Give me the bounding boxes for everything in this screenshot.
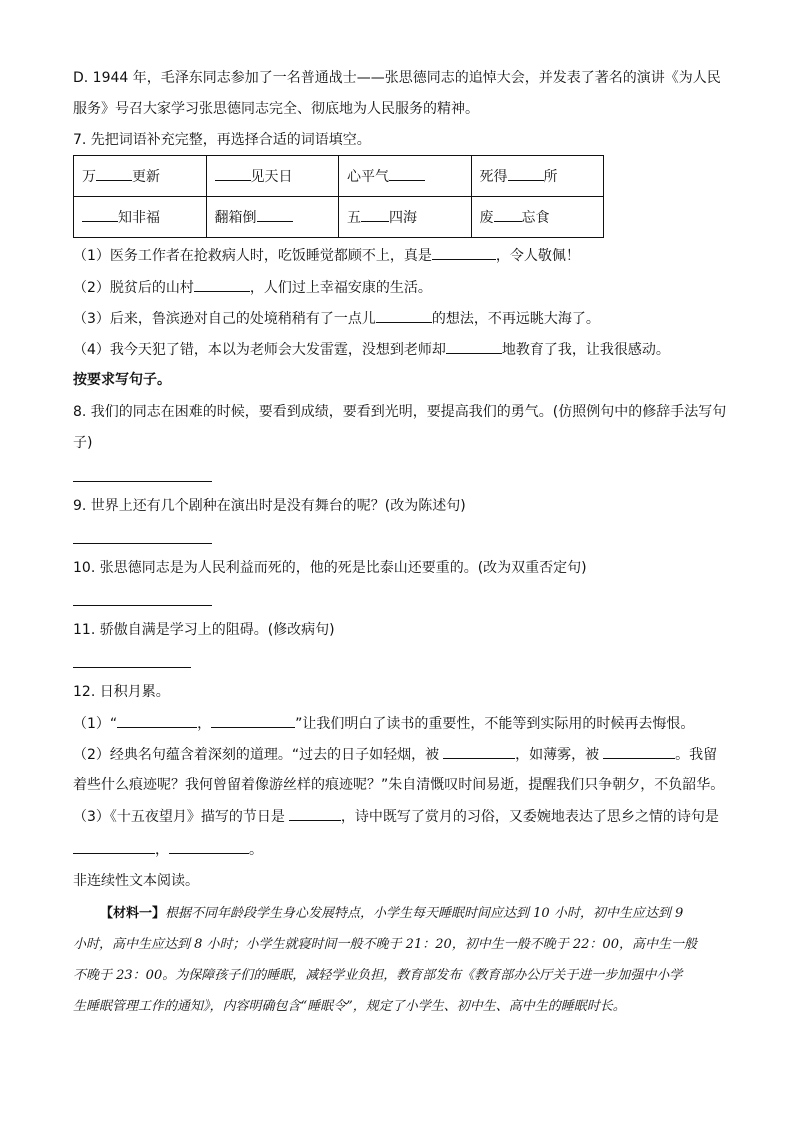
word-cell[interactable]: 心平气 — [339, 156, 472, 197]
q12-sentence-2-line2: 着些什么痕迹呢？我何曾留着像游丝样的痕迹呢？”朱自清慨叹时间易逝，提醒我们只争朝夕，不负韶华。 — [73, 777, 725, 793]
answer-blank[interactable] — [289, 806, 341, 821]
word-completion-table — [73, 155, 604, 238]
q9-prompt: 9. 世界上还有几个剧种在演出时是没有舞台的呢？(改为陈述句) — [73, 498, 466, 514]
q8-line2: 子) — [73, 435, 93, 451]
material1-line3: 不晚于 23：00。为保障孩子们的睡眠，减轻学业负担，教育部发布《教育部办公厅关于进一步加强中小学 — [73, 968, 683, 983]
q8-line1: 8. 我们的同志在困难的时候，要看到成绩，要看到光明，要提高我们的勇气。(仿照例句中的修辞手法写句 — [73, 404, 727, 420]
answer-blank[interactable] — [211, 713, 295, 728]
answer-blank[interactable] — [169, 839, 249, 854]
word-cell[interactable]: 见天日 — [206, 156, 339, 197]
q12-sentence-3-line2: ， 。 — [73, 839, 263, 860]
table-row — [74, 156, 604, 197]
answer-blank[interactable] — [446, 339, 502, 354]
q11-prompt: 11. 骄傲自满是学习上的阻碍。(修改病句) — [73, 622, 335, 638]
q12-title: 12. 日积月累。 — [73, 684, 170, 700]
section-title: 按要求写句子。 — [73, 372, 171, 388]
answer-blank[interactable] — [117, 713, 197, 728]
q7-prompt: 7. 先把词语补充完整，再选择合适的词语填空。 — [73, 132, 371, 148]
material1-line4: 生睡眠管理工作的通知》，内容明确包含“睡眠令”，规定了小学生、初中生、高中生的睡眠时长。 — [73, 999, 626, 1014]
table-row — [74, 197, 604, 238]
q11-answer-line[interactable] — [73, 667, 191, 668]
word-cell[interactable]: 五 四海 — [339, 197, 472, 238]
q7-sentence-3: （3）后来，鲁滨逊对自己的处境稍稍有了一点儿 的想法，不再远眺大海了。 — [73, 308, 600, 329]
answer-blank[interactable] — [432, 245, 496, 260]
q10-answer-line[interactable] — [73, 605, 212, 606]
q7-sentence-2: （2）脱贫后的山村 ，人们过上幸福安康的生活。 — [73, 277, 432, 298]
q7-sentence-4: （4）我今天犯了错，本以为老师会大发雷霆，没想到老师却 地教育了我，让我很感动。 — [73, 339, 670, 360]
material1-line2: 小时，高中生应达到 8 小时；小学生就寝时间一般不晚于 21：20，初中生一般不晚于 22：00，高中生一般 — [73, 937, 697, 952]
option-d-line2: 服务》号召大家学习张思德同志完全、彻底地为人民服务的精神。 — [73, 101, 479, 117]
q8-answer-line[interactable] — [73, 481, 212, 482]
q10-prompt: 10. 张思德同志是为人民利益而死的，他的死是比泰山还要重的。(改为双重否定句) — [73, 560, 587, 576]
answer-blank[interactable] — [376, 308, 432, 323]
q7-sentence-1: （1）医务工作者在抢救病人时，吃饭睡觉都顾不上，真是 ，令人敬佩！ — [73, 245, 580, 266]
word-cell[interactable]: 翻箱倒 — [206, 197, 339, 238]
q12-sentence-2-line1: （2）经典名句蕴含着深刻的道理。“过去的日子如轻烟，被 ，如薄雾，被 。我留 — [73, 744, 717, 765]
answer-blank[interactable] — [73, 839, 155, 854]
word-cell[interactable]: 知非福 — [74, 197, 207, 238]
word-cell[interactable]: 死得 所 — [471, 156, 604, 197]
answer-blank[interactable] — [603, 744, 675, 759]
answer-blank[interactable] — [443, 744, 515, 759]
q12-sentence-3-line1: （3）《十五夜望月》描写的节日是 ，诗中既写了赏月的习俗，又委婉地表达了思乡之情的诗句是 — [73, 806, 719, 827]
q12-sentence-1: （1）“ ， ”让我们明白了读书的重要性，不能等到实际用的时候再去悔恨。 — [73, 713, 694, 734]
material1-line1: 【材料一】根据不同年龄段学生身心发展特点，小学生每天睡眠时间应达到 10 小时，初中生应达到 9 — [100, 906, 684, 921]
word-cell[interactable]: 万 更新 — [74, 156, 207, 197]
answer-blank[interactable] — [194, 277, 250, 292]
option-d-line1: D. 1944 年，毛泽东同志参加了一名普通战士——张思德同志的追悼大会，并发表了著名的演讲《为人民 — [73, 70, 721, 86]
q9-answer-line[interactable] — [73, 543, 212, 544]
reading-title: 非连续性文本阅读。 — [73, 873, 199, 889]
word-cell[interactable]: 废 忘食 — [471, 197, 604, 238]
